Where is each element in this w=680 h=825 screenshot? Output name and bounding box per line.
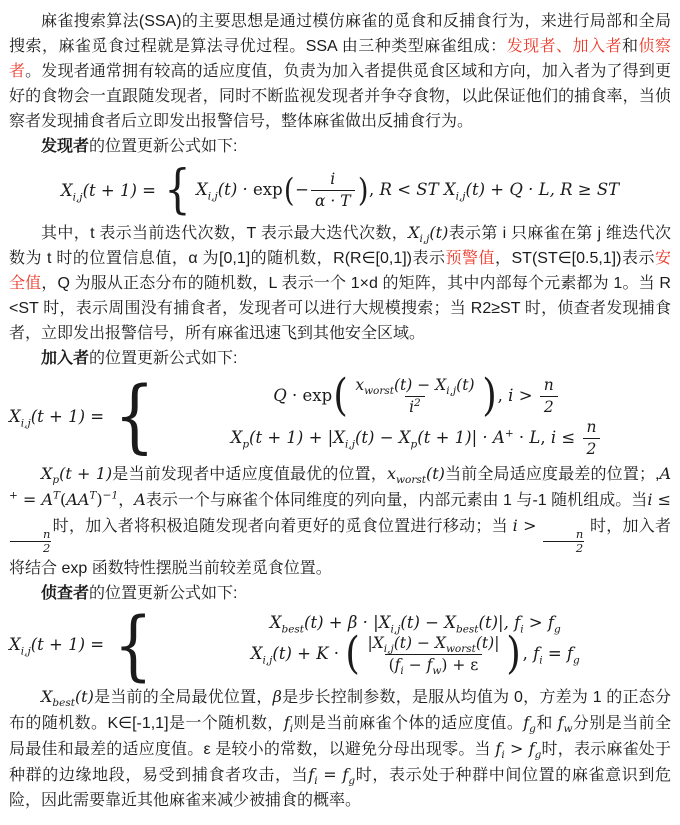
producer-heading: 发现者的位置更新公式如下: <box>41 138 238 155</box>
joiner-formula-case-2: $X_p(t + 1) + |X_{i,j}(t) - X_p(t + 1)| \cdot A^+ \cdot L$, i ≤ $\frac{n}{2}$ <box>231 428 603 447</box>
fraction: $\frac{n}{2}$ <box>543 528 584 555</box>
scout-formula-case-2: $X_{i,j}(t) + K$ · ( $\frac{|X_{i,j}(t) - X_{worst}(t)|}{(f_i - f_w) + \varepsilon}$ ), $f_i = f_g$ <box>250 628 580 680</box>
fraction: $\frac{x_{worst}(t) - X_{i,j}(t)}{i^2}$ <box>355 375 475 416</box>
joiner-formula <box>9 369 671 463</box>
scout-formula-cases <box>159 613 671 680</box>
joiner-formula-case-1: Q · exp( $\frac{x_{worst}(t) - X_{i,j}(t)}{i^2}$ ), i > $\frac{n}{2}$ <box>273 386 560 405</box>
scout-formula-lhs: $X_{i,j}(t + 1)$ = <box>9 635 105 658</box>
fraction: $\frac{i}{\alpha \cdot T}$ <box>311 170 355 210</box>
joiner-formula-cases <box>162 370 671 458</box>
scout-formula-case-1: $X_{best}(t) + \beta \cdot |X_{i,j}(t) - X_{best}(t)|$, $f_i > f_g$ <box>269 613 561 636</box>
intro-paragraph: 麻雀搜索算法(SSA)的主要思想是通过模仿麻雀的觅食和反捕食行为，来进行局部和全局搜索，麻雀觅食过程就是算法寻优过程。SSA 由三种类型麻雀组成：发现者、加入者和侦察者。发现者通常拥有较高的适应度值，负责为加入者提供觅食区域和方向，加入者为了得到更好的食物会一直跟随发现者，同时不断监视发现者并争夺食物，以此保证他们的捕食率，当侦察者发现捕食者后立即发出报警信号，整体麻雀做出反捕食行为。 <box>9 13 671 130</box>
joiner-heading: 加入者的位置更新公式如下: <box>41 350 238 367</box>
fraction: $\frac{n}{2}$ <box>582 418 600 458</box>
producer-notes-paragraph: 其中，t 表示当前迭代次数，T 表示最大迭代次数，$X_{i,j}(t)$表示第 i 只麻雀在第 j 维迭代次数为 t 时的位置信息值，α 为[0,1]的随机数，R(R∈[0,1])表示预警值，ST(ST∈[0.5,1])表示安全值，Q 为服从正态分布的随机数，L 表示一个 1×d 的矩阵，其中内部每个元素都为 1。当 R<ST 时，表示周围没有捕食者，发现者可以进行大规模搜索；当 R2≥ST 时，侦查者发现捕食者，立即发出报警信号，所有麻雀迅速飞到其他安全区域。 <box>9 223 671 342</box>
producer-formula-case-1: $X_{i,j}(t) \cdot \exp(-$ $\frac{i}{\alpha \cdot T}$ ), R < ST <box>196 169 439 210</box>
joiner-formula-lhs: $X_{i,j}(t + 1)$ = <box>9 406 105 429</box>
producer-formula-case-2: $X_{i,j}(t) + Q \cdot L$, R ≥ ST <box>443 179 620 202</box>
producer-formula-lhs: $X_{i,j}(t + 1)$ = <box>60 180 156 203</box>
fraction: $\frac{n}{2}$ <box>10 528 51 555</box>
scout-notes-paragraph: $X_{best}(t)$是当前的全局最优位置，β是步长控制参数，是服从均值为 0，方差为 1 的正态分布的随机数。K∈[-1,1]是一个随机数，$f_i$则是当前麻雀个体的适应度值。$f_g$和 $f_w$分别是当前全局最佳和最差的适应度值。ε 是较小的常数，以避免分母出现零。当 $f_i > f_g$时，表示麻雀处于种群的边缘地段，易受到捕食者攻击，当$f_i = f_g$时，表示处于种群中间位置的麻雀意识到危险，因此需要靠近其他麻雀来减少被捕食的概率。 <box>9 686 671 809</box>
producer-formula <box>9 160 671 220</box>
scout-formula <box>9 599 671 689</box>
fraction: $\frac{|X_{i,j}(t) - X_{worst}(t)|}{(f_i - f_w) + \varepsilon}$ <box>367 634 500 677</box>
producer-formula-cases <box>196 170 619 210</box>
left-brace: { <box>114 369 155 463</box>
left-brace: { <box>113 599 153 689</box>
joiner-notes-paragraph: $X_p(t + 1)$是当前发现者中适应度值最优的位置，$x_{worst}(t)$当前全局适应度最差的位置；$,A^+ = A^T(AA^T)^{-1}$，A表示一个与麻雀个体同维度的列向量，内部元素由 1 与-1 随机组成。当i ≤ $\frac{n}{2}$ 时，加入者将积极追随发现者向着更好的觅食位置进行移动；当 i > $\frac{n}{2}$ 时，加入者将结合 exp 函数特性摆脱当前较差觅食位置。 <box>9 464 672 577</box>
fraction: $\frac{n}{2}$ <box>540 376 558 416</box>
left-brace: { <box>164 160 191 220</box>
scout-heading: 侦查者的位置更新公式如下: <box>41 584 238 602</box>
